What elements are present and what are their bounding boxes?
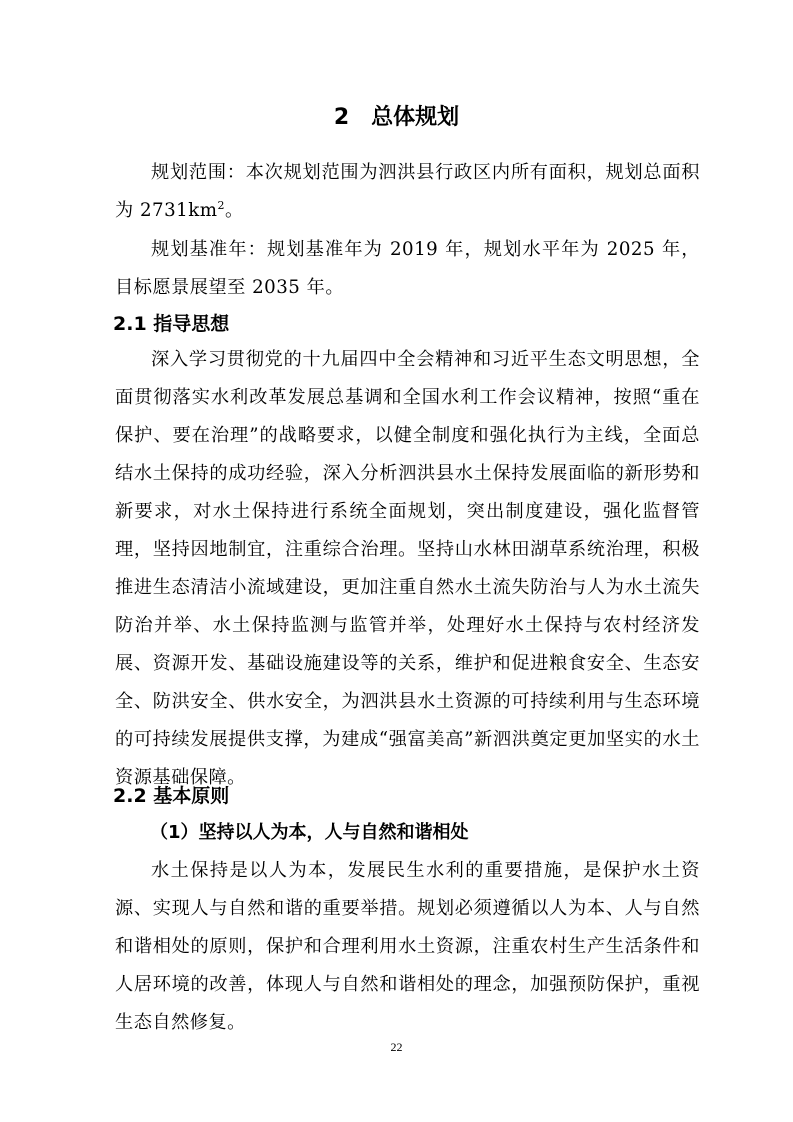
planning-scope-suffix: 。 — [225, 200, 244, 221]
chapter-title: 2 总体规划 — [333, 105, 460, 130]
page-number: 22 — [390, 1040, 403, 1054]
guiding-ideology-paragraph: 深入学习贯彻党的十九届四中全会精神和习近平生态文明思想，全面贯彻落实水利改革发展总基调和全国水利工作会议精神，按照“重在保护、要在治理”的战略要求，以健全制度和强化执行为主线，全面总结水土保持的成功经验，深入分析泗洪县水土保持发展面临的新形势和新要求，对水土保持进行系统全面规划，突出制度建设，强化监督管理，坚持因地制宜，注重综合治理。坚持山水林田湖草系统治理，积极推进生态清洁小流域建设，更加注重自然水土流失防治与人为水土流失防治并举、水土保持监测与监管并举，处理好水土保持与农村经济发展、资源开发、基础设施建设等的关系，维护和促进粮食安全、生态安全、防洪安全、供水安全，为泗洪县水土资源的可持续利用与生态环境的可持续发展提供支撑，为建成“强富美高”新泗洪奠定更加坚实的水土资源基础保障。 — [115, 349, 700, 788]
area-unit-superscript: 2 — [217, 198, 226, 212]
planning-scope-text: 规划范围：本次规划范围为泗洪县行政区内所有面积，规划总面积为 2731km — [115, 162, 700, 221]
subsection-heading-1: （1）坚持以人为本，人与自然和谐相处 — [150, 822, 469, 843]
planning-baseline-paragraph: 规划基准年：规划基准年为 2019 年，规划水平年为 2025 年，目标愿景展望至 2035 年。 — [115, 239, 700, 298]
principle-1-paragraph: 水土保持是以人为本，发展民生水利的重要措施，是保护水土资源、实现人与自然和谐的重要举措。规划必须遵循以人为本、人与自然和谐相处的原则，保护和合理利用水土资源，注重农村生产生活条件和人居环境的改善，体现人与自然和谐相处的理念，加强预防保护，重视生态自然修复。 — [115, 860, 700, 1033]
section-heading-2-2: 2.2 基本原则 — [113, 785, 230, 807]
section-heading-2-1: 2.1 指导思想 — [113, 313, 230, 335]
planning-scope-paragraph — [115, 154, 700, 230]
